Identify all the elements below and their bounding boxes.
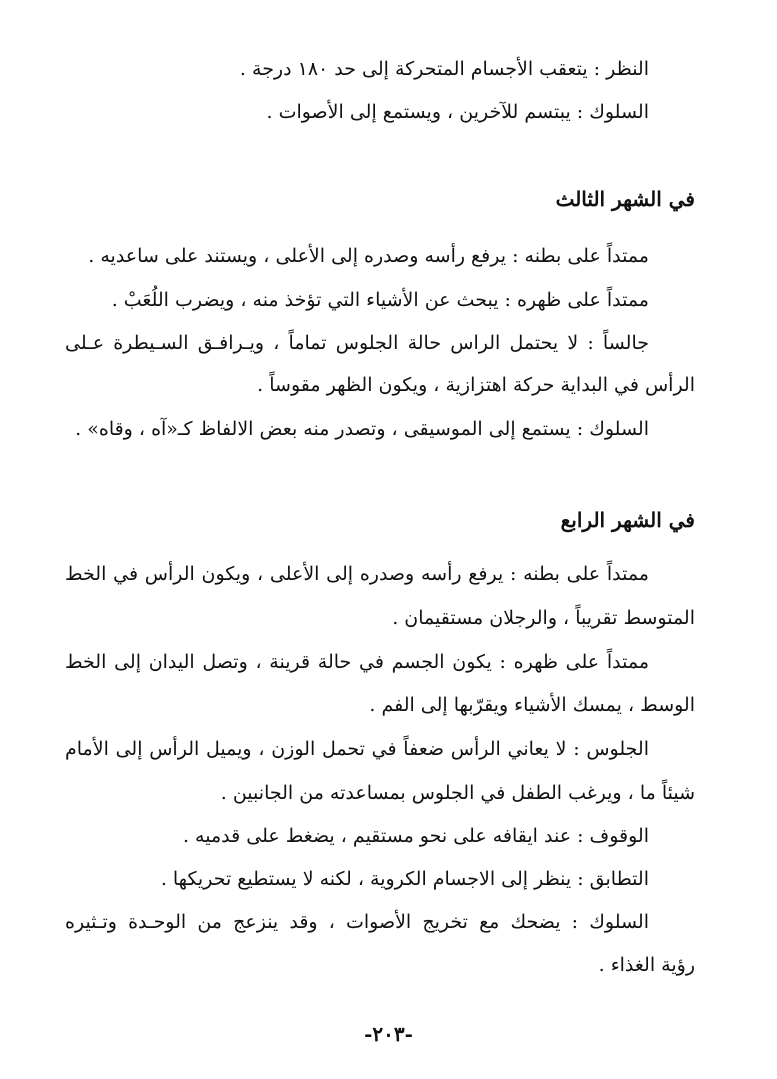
text-line-behavior: السلوك : يبتسم للآخرين ، ويستمع إلى الأصوات . bbox=[266, 101, 649, 123]
text-line-on-belly: ممتداً على بطنه : يرفع رأسه وصدره إلى الأعلى ، ويستند على ساعديه . bbox=[88, 245, 649, 267]
text-line-behavior-month-4-cont: رؤية الغذاء . bbox=[598, 954, 695, 976]
section-heading-month-3: في الشهر الثالث bbox=[555, 187, 695, 211]
text-line-on-back-month-4: ممتداً على ظهره : يكون الجسم في حالة قرينة ، وتصل اليدان إلى الخط bbox=[65, 651, 649, 673]
text-line-sitting: جالساً : لا يحتمل الراس حالة الجلوس تماماً ، ويـرافـق السـيطرة عـلى bbox=[65, 332, 649, 354]
text-line-vision: النظر : يتعقب الأجسام المتحركة إلى حد ١٨٠ درجة . bbox=[239, 58, 649, 80]
text-line-sitting-cont: الرأس في البداية حركة اهتزازية ، ويكون الظهر مقوساً . bbox=[257, 374, 695, 396]
text-line-on-back-month-4-cont: الوسط ، يمسك الأشياء ويقرّبها إلى الفم . bbox=[369, 694, 695, 716]
text-line-on-back: ممتداً على ظهره : يبحث عن الأشياء التي تؤخذ منه ، ويضرب اللُعَبْ . bbox=[111, 289, 649, 311]
text-line-on-belly-month-4-cont: المتوسط تقريباً ، والرجلان مستقيمان . bbox=[392, 607, 695, 629]
text-line-on-belly-month-4: ممتداً على بطنه : يرفع رأسه وصدره إلى الأعلى ، ويكون الرأس في الخط bbox=[65, 563, 649, 585]
page-number: -٢٠٣- bbox=[364, 1022, 413, 1046]
section-heading-month-4: في الشهر الرابع bbox=[560, 508, 695, 532]
text-line-matching: التطابق : ينظر إلى الاجسام الكروية ، لكنه لا يستطيع تحريكها . bbox=[160, 868, 649, 890]
text-line-behavior-month-3: السلوك : يستمع إلى الموسيقى ، وتصدر منه بعض الالفاظ كـ«آه ، وقاه» . bbox=[75, 418, 649, 440]
text-line-behavior-month-4: السلوك : يضحك مع تخريج الأصوات ، وقد ينزعج من الوحـدة وتـثيره bbox=[65, 911, 649, 933]
text-line-sitting-month-4: الجلوس : لا يعاني الرأس ضعفاً في تحمل الوزن ، ويميل الرأس إلى الأمام bbox=[65, 738, 649, 760]
text-line-standing: الوقوف : عند ايقافه على نحو مستقيم ، يضغط على قدميه . bbox=[182, 825, 649, 847]
text-line-sitting-month-4-cont: شيئاً ما ، ويرغب الطفل في الجلوس بمساعدته من الجانبين . bbox=[220, 782, 695, 804]
